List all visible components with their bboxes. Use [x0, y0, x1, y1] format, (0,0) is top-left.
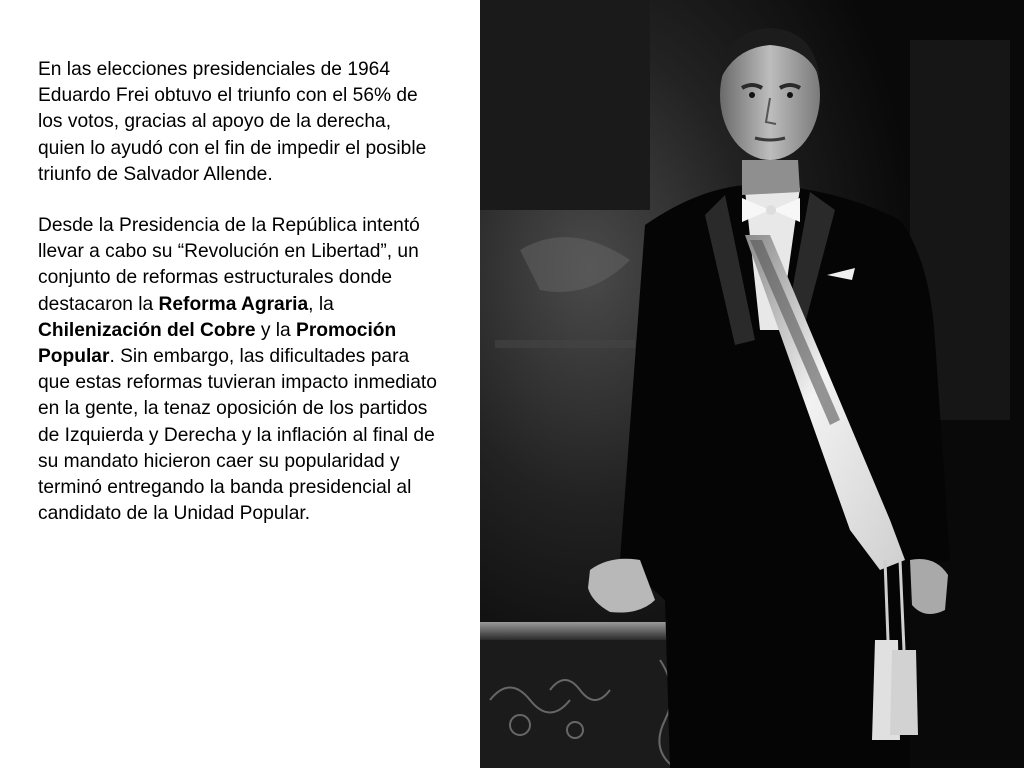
paragraph-2-rest: . Sin embargo, las dificultades para que estas reformas tuvieran impacto inmediato en la gente, la tenaz oposición de los partidos de Izquierda y Derecha y la inflación al final de su mandato hicieron caer su popularidad y terminó entregando la banda presidencial al candidato de la Unidad Popular. — [38, 346, 437, 525]
paragraph-2-sep-1: , la — [308, 293, 334, 315]
portrait-illustration — [480, 0, 1024, 768]
paragraph-2-sep-2: y la — [255, 319, 297, 341]
highlight-reforma-agraria: Reforma Agraria — [158, 293, 309, 315]
highlight-chilenizacion-cobre: Chilenización del Cobre — [38, 319, 256, 341]
paragraph-2-intro: Desde la Presidencia de la República intentó llevar a cabo su “Revolución en Libertad”, un conjunto de reformas estructurales donde destacaron la — [38, 215, 420, 315]
highlight-promocion-popular: Promoción Popular — [38, 319, 397, 368]
paragraph-1: En las elecciones presidenciales de 1964 Eduardo Frei obtuvo el triunfo con el 56% de los votos, gracias al apoyo de la derecha, quien lo ayudó con el fin de impedir el posible triunfo de Salvador Allende. — [38, 59, 427, 185]
text-column — [38, 57, 438, 527]
portrait-photo — [480, 0, 1024, 768]
paragraph-2 — [38, 213, 438, 527]
